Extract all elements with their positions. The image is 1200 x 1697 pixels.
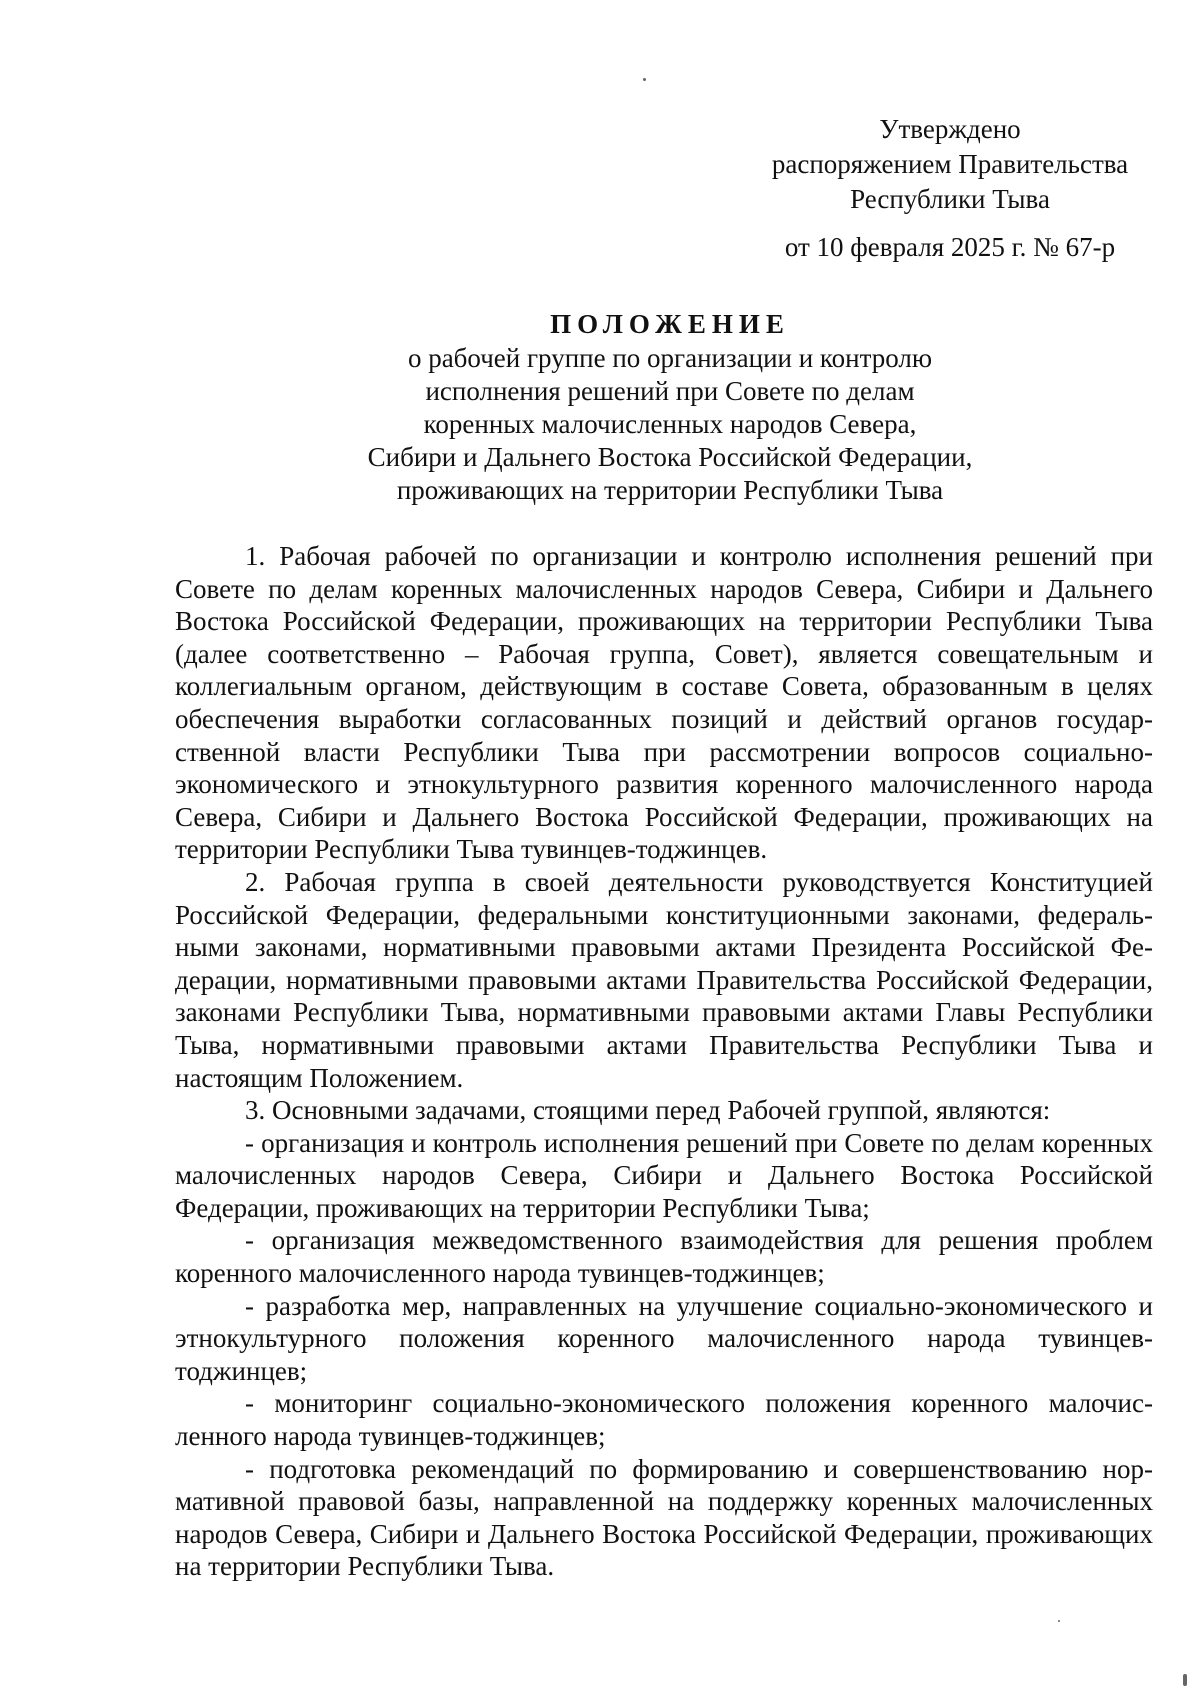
approval-line-1: Утверждено	[879, 114, 1021, 144]
approval-stamp	[770, 112, 1130, 217]
task-item: - организация межведомственного взаимодействия для решения проблем коренного малочисленного народа тувинцев-тоджинцев;	[175, 1225, 1153, 1289]
task-item: - мониторинг социально-экономического положения коренного малочисленного народа тувинцев-тоджинцев;	[175, 1388, 1153, 1452]
subtitle-line: исполнения решений при Совете по делам	[425, 376, 915, 406]
scan-speck	[643, 78, 646, 81]
document-title: ПОЛОЖЕНИЕ	[550, 309, 790, 339]
document-body	[175, 540, 1153, 1583]
paragraph-2: 2. Рабочая группа в своей деятельности руководствуется Конституцией Российской Федерации, федеральными конституционными законами, федеральными законами, нормативными правовыми актами Президента Российской Федерации, нормативными правовыми актами Правительства Российской Федерации, законами Республики Тыва, нормативными правовыми актами Главы Республики Тыва, нормативными правовыми актами Правительства Республики Тыва и настоящим Положением.	[175, 866, 1153, 1093]
task-item: - подготовка рекомендаций по формированию и совершенствованию нормативной правовой базы, направленной на поддержку коренных малочисленных народов Севера, Сибири и Дальнего Востока Российской Федерации, проживающих на территории Республики Тыва.	[175, 1453, 1153, 1582]
scan-speck	[1058, 1620, 1060, 1622]
paragraph-3: 3. Основными задачами, стоящими перед Рабочей группой, являются:	[245, 1095, 1051, 1126]
subtitle-line: проживающих на территории Республики Тыва	[396, 475, 944, 505]
subtitle-line: о рабочей группе по организации и контролю	[407, 343, 933, 373]
task-item: - организация и контроль исполнения решений при Совете по делам коренных малочисленных народов Севера, Сибири и Дальнего Востока Российской Федерации, проживающих на территории Республики Тыва;	[175, 1127, 1153, 1223]
subtitle-line: коренных малочисленных народов Севера,	[423, 409, 917, 439]
approval-line-2: распоряжением Правительства	[771, 149, 1129, 179]
approval-date: от 10 февраля 2025 г. № 67-р	[784, 232, 1116, 262]
scan-speck	[1183, 1674, 1187, 1686]
approval-line-3: Республики Тыва	[850, 184, 1050, 214]
subtitle-line: Сибири и Дальнего Востока Российской Федерации,	[367, 442, 973, 472]
paragraph-1: 1. Рабочая рабочей по организации и контролю исполнения решений при Совете по делам коренных малочисленных народов Севера, Сибири и Дальнего Востока Российской Федерации, проживающих на территории Республики Тыва (далее соответственно – Рабочая группа, Совет), является совещательным и коллегиальным органом, действующим в составе Совета, образованным в целях обеспечения выработки согласованных позиций и действий органов государственной власти Республики Тыва при рассмотрении вопросов социально-экономического и этнокультурного развития коренного малочисленного народа Севера, Сибири и Дальнего Востока Российской Федерации, проживающих на территории Республики Тыва тувинцев-тоджинцев.	[175, 541, 1153, 865]
task-item: - разработка мер, направленных на улучшение социально-экономического и этнокультурного положения коренного малочисленного народа тувинцев-тоджинцев;	[175, 1290, 1153, 1386]
document-subtitle	[300, 342, 1040, 507]
